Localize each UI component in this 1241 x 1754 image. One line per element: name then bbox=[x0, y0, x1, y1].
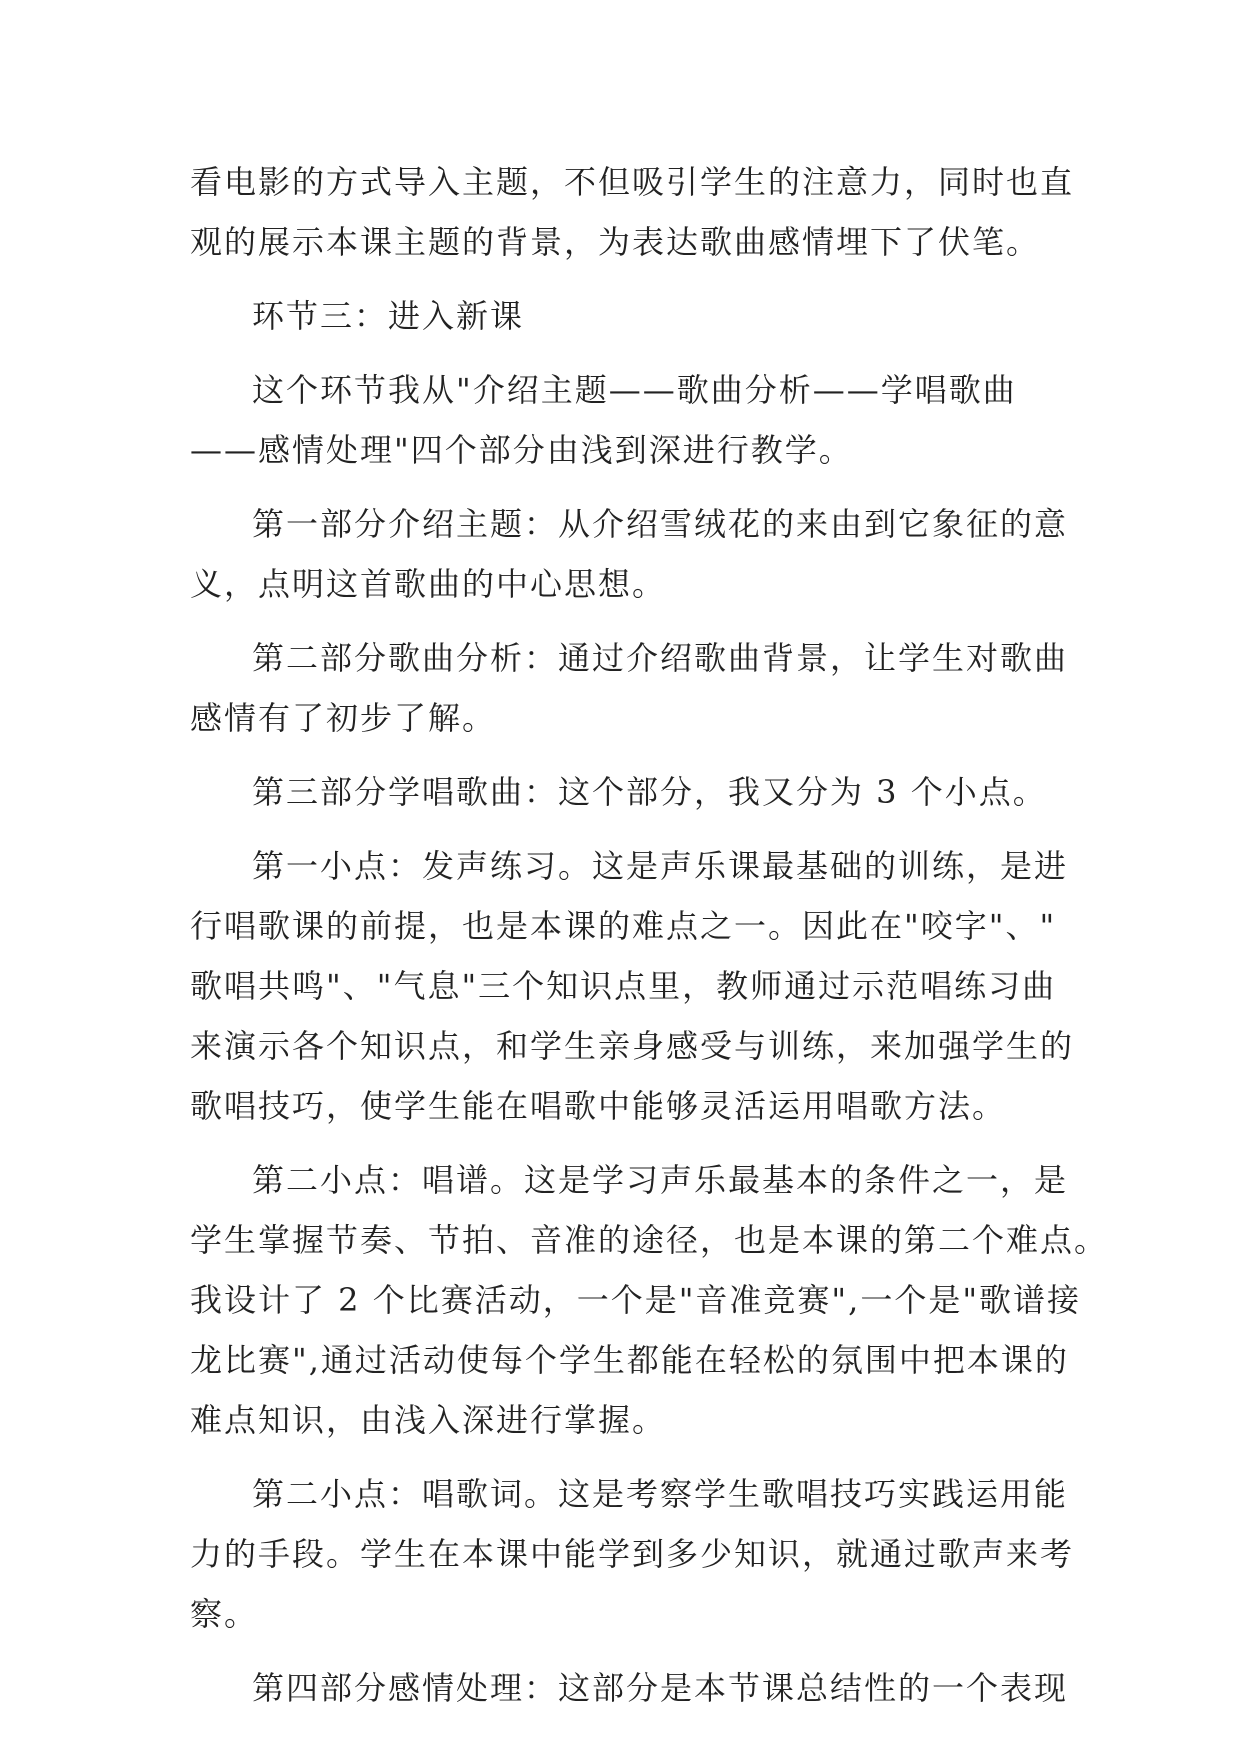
text-line: 行唱歌课的前提，也是本课的难点之一。因此在"咬字"、" bbox=[190, 907, 1057, 945]
text-line: 第二小点：唱歌词。这是考察学生歌唱技巧实践运用能 bbox=[252, 1475, 1069, 1513]
text-line: 环节三：进入新课 bbox=[252, 297, 525, 335]
text-line: 难点知识，由浅入深进行掌握。 bbox=[190, 1401, 667, 1439]
text-line: 龙比赛",通过活动使每个学生都能在轻松的氛围中把本课的 bbox=[190, 1341, 1069, 1379]
body-text bbox=[190, 152, 1109, 1718]
paragraph-gap bbox=[190, 822, 1050, 836]
text-line: 第一小点：发声练习。这是声乐课最基础的训练，是进 bbox=[252, 847, 1069, 885]
text-line: 义，点明这首歌曲的中心思想。 bbox=[190, 565, 667, 603]
text-line: 第二小点：唱谱。这是学习声乐最基本的条件之一，是 bbox=[252, 1161, 1069, 1199]
text-line: 第四部分感情处理：这部分是本节课总结性的一个表现 bbox=[252, 1669, 1069, 1707]
paragraph-gap bbox=[190, 1644, 1050, 1658]
paragraph-gap bbox=[190, 480, 1050, 494]
paragraph-gap bbox=[190, 748, 1050, 762]
text-line: 观的展示本课主题的背景，为表达歌曲感情埋下了伏笔。 bbox=[190, 223, 1041, 261]
text-line: 感情有了初步了解。 bbox=[190, 699, 497, 737]
paragraph-gap bbox=[190, 1450, 1050, 1464]
text-line: 第三部分学唱歌曲：这个部分，我又分为 3 个小点。 bbox=[252, 773, 1047, 811]
paragraph-gap bbox=[190, 614, 1050, 628]
text-line: 第二部分歌曲分析：通过介绍歌曲背景，让学生对歌曲 bbox=[252, 639, 1069, 677]
text-line: 这个环节我从"介绍主题——歌曲分析——学唱歌曲 bbox=[252, 371, 1017, 409]
text-line: 学生掌握节奏、节拍、音准的途径，也是本课的第二个难点。 bbox=[190, 1221, 1109, 1259]
text-line: 察。 bbox=[190, 1595, 259, 1633]
text-line: 第一部分介绍主题：从介绍雪绒花的来由到它象征的意 bbox=[252, 505, 1069, 543]
text-line: 来演示各个知识点，和学生亲身感受与训练，来加强学生的 bbox=[190, 1027, 1075, 1065]
text-line: 歌唱共鸣"、"气息"三个知识点里，教师通过示范唱练习曲 bbox=[190, 967, 1057, 1005]
text-line: 歌唱技巧，使学生能在唱歌中能够灵活运用唱歌方法。 bbox=[190, 1087, 1007, 1125]
text-line: 看电影的方式导入主题，不但吸引学生的注意力，同时也直 bbox=[190, 163, 1075, 201]
text-line: 我设计了 2 个比赛活动，一个是"音准竞赛",一个是"歌谱接 bbox=[190, 1281, 1082, 1319]
paragraph-gap bbox=[190, 272, 1050, 286]
text-line: 力的手段。学生在本课中能学到多少知识，就通过歌声来考 bbox=[190, 1535, 1075, 1573]
paragraph-gap bbox=[190, 1136, 1050, 1150]
paragraph-gap bbox=[190, 346, 1050, 360]
text-line: ——感情处理"四个部分由浅到深进行教学。 bbox=[190, 431, 853, 469]
